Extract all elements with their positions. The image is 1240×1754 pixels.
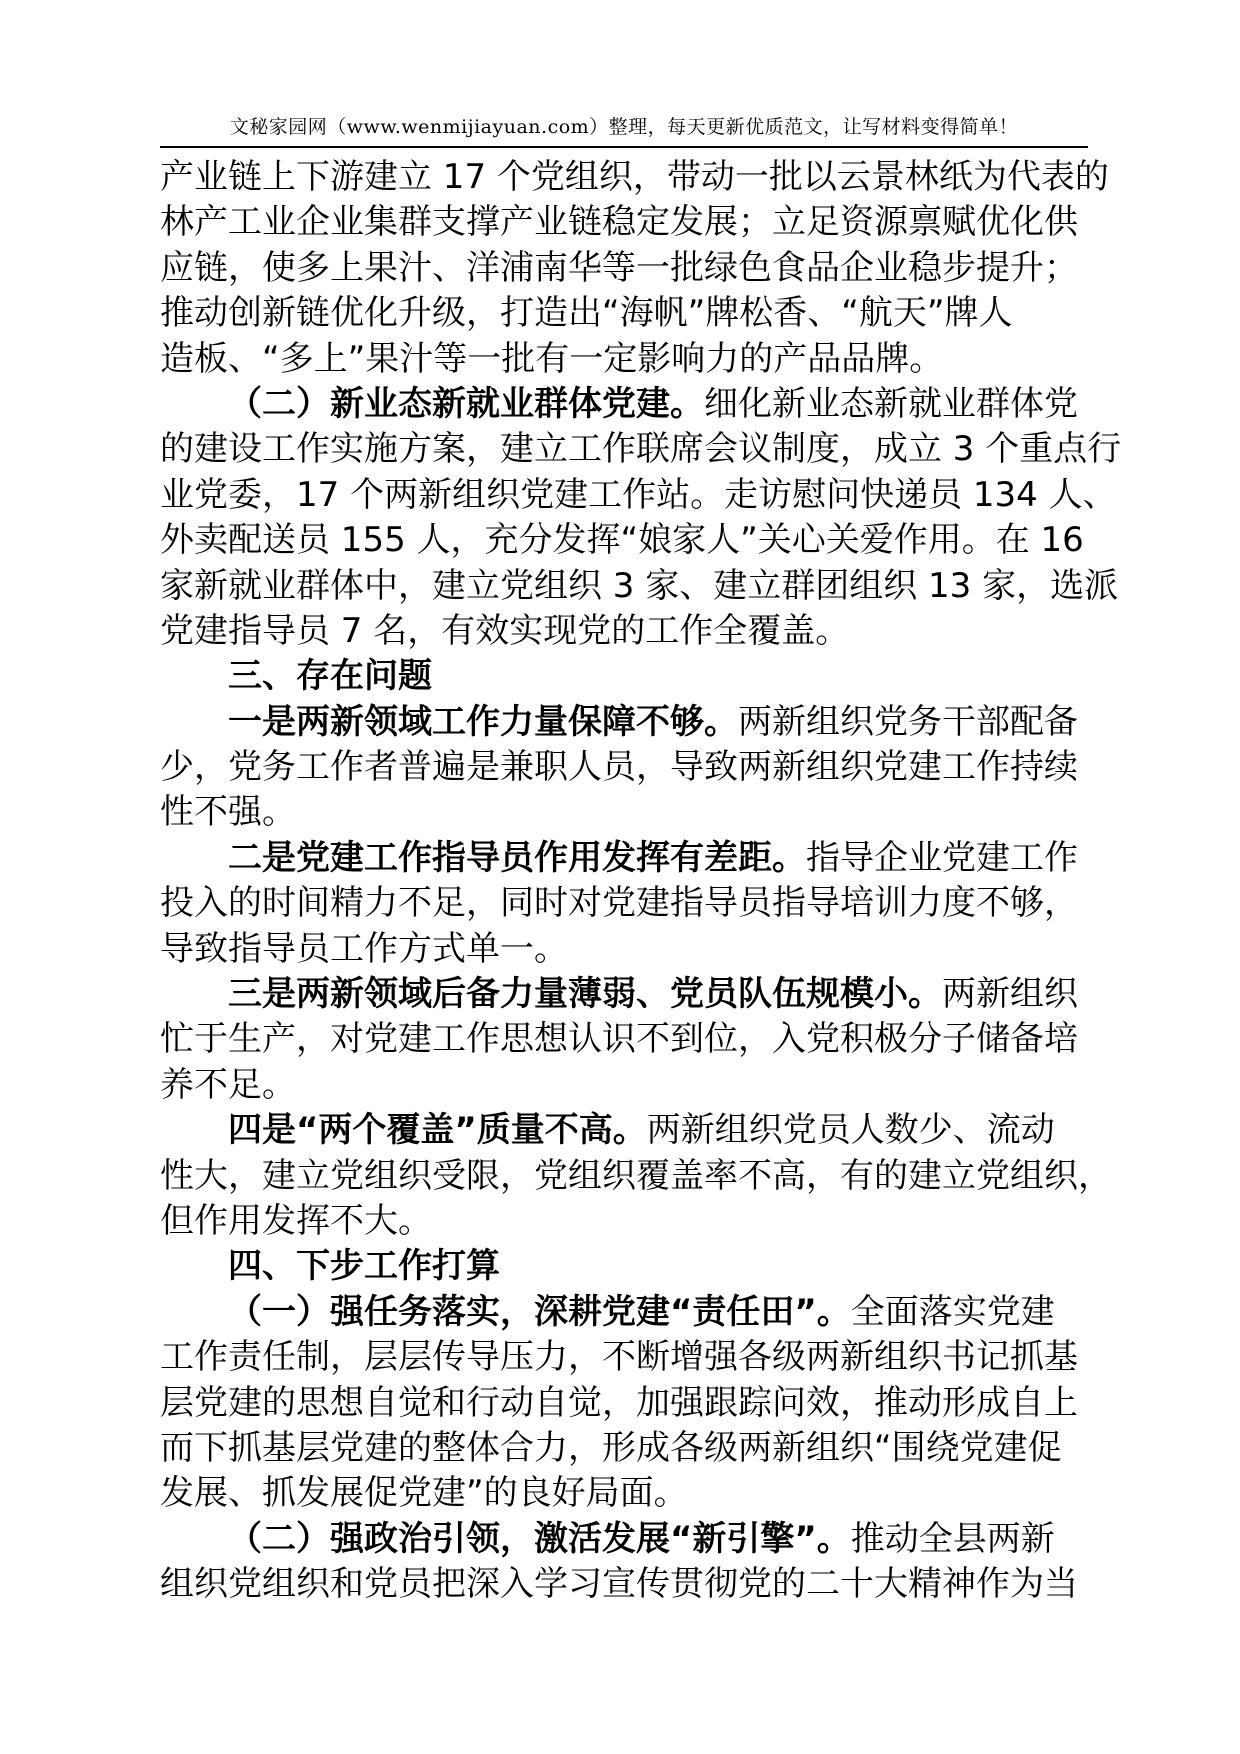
- text-line: 忙于生产，对党建工作思想认识不到位，入党积极分子储备培: [160, 1019, 1078, 1060]
- text-line: 层党建的思想自觉和行动自觉，加强跟踪问效，推动形成自上: [160, 1382, 1078, 1423]
- text-line: 投入的时间精力不足，同时对党建指导员指导培训力度不够，: [160, 883, 1078, 924]
- problem-title: 三是两新领域后备力量薄弱、党员队伍规模小。: [228, 974, 942, 1015]
- text-line: 产业链上下游建立 17 个党组织，带动一批以云景林纸为代表的: [160, 157, 1109, 197]
- text-line: 但作用发挥不大。: [160, 1200, 432, 1241]
- text-line: 性大，建立党组织受限，党组织覆盖率不高，有的建立党组织，: [160, 1155, 1112, 1196]
- text-line: 养不足。: [160, 1064, 296, 1105]
- text-line: 组织党组织和党员把深入学习宣传贯彻党的二十大精神作为当: [160, 1564, 1078, 1605]
- page-header: 文秘家园网（www.wenmijiayuan.com）整理，每天更新优质范文，让写材料变得简单！: [229, 116, 1019, 138]
- subsection-heading-line: （一）强任务落实，深耕党建“责任田”。全面落实党建: [228, 1291, 1055, 1332]
- text-line: 外卖配送员 155 人，充分发挥“娘家人”关心关爱作用。在 16: [160, 520, 1084, 561]
- text-line: 应链，使多上果汁、洋浦南华等一批绿色食品企业稳步提升；: [160, 247, 1078, 288]
- subsection-title: （一）强任务落实，深耕党建“责任田”。: [228, 1291, 851, 1332]
- text-line: 发展、抓发展促党建”的良好局面。: [160, 1473, 688, 1514]
- problem-heading-line: 四是“两个覆盖”质量不高。两新组织党员人数少、流动: [228, 1110, 1055, 1151]
- problem-title: 四是“两个覆盖”质量不高。: [228, 1110, 647, 1151]
- text-line: 的建设工作实施方案，建立工作联席会议制度，成立 3 个重点行: [160, 429, 1122, 470]
- document-body: [160, 155, 1122, 1608]
- text-line: 而下抓基层党建的整体合力，形成各级两新组织“围绕党建促: [160, 1427, 1062, 1468]
- problem-title: 二是党建工作指导员作用发挥有差距。: [228, 837, 806, 878]
- text-line: 推动创新链优化升级，打造出“海帆”牌松香、“航天”牌人: [160, 293, 1013, 334]
- text-line: 少，党务工作者普遍是兼职人员，导致两新组织党建工作持续: [160, 747, 1078, 788]
- subsection-title: （二）强政治引领，激活发展“新引擎”。: [228, 1518, 851, 1559]
- problem-heading-line: 三是两新领域后备力量薄弱、党员队伍规模小。两新组织: [228, 974, 1078, 1015]
- header-divider: [160, 146, 1088, 148]
- text-line: 造板、“多上”果汁等一批有一定影响力的产品品牌。: [160, 338, 944, 379]
- text-line: 性不强。: [160, 792, 296, 833]
- subsection-heading-line: （二）新业态新就业群体党建。细化新业态新就业群体党: [228, 383, 1078, 424]
- section-heading: 四、下步工作打算: [228, 1246, 500, 1287]
- subsection-heading-line: （二）强政治引领，激活发展“新引擎”。推动全县两新: [228, 1518, 1055, 1559]
- text-line: 林产工业企业集群支撑产业链稳定发展；立足资源禀赋优化供: [160, 202, 1078, 243]
- text-line: 工作责任制，层层传导压力，不断增强各级两新组织书记抓基: [160, 1337, 1078, 1378]
- problem-title: 一是两新领域工作力量保障不够。: [228, 701, 738, 742]
- problem-heading-line: 一是两新领域工作力量保障不够。两新组织党务干部配备: [228, 701, 1078, 742]
- text-line: 导致指导员工作方式单一。: [160, 928, 568, 969]
- section-heading: 三、存在问题: [228, 656, 432, 697]
- text-line: 党建指导员 7 名，有效实现党的工作全覆盖。: [160, 610, 850, 651]
- text-line: 家新就业群体中，建立党组织 3 家、建立群团组织 13 家，选派: [160, 565, 1119, 606]
- problem-heading-line: 二是党建工作指导员作用发挥有差距。指导企业党建工作: [228, 837, 1078, 878]
- text-line: 业党委，17 个两新组织党建工作站。走访慰问快递员 134 人、: [160, 474, 1117, 515]
- subsection-title: （二）新业态新就业群体党建。: [228, 383, 704, 424]
